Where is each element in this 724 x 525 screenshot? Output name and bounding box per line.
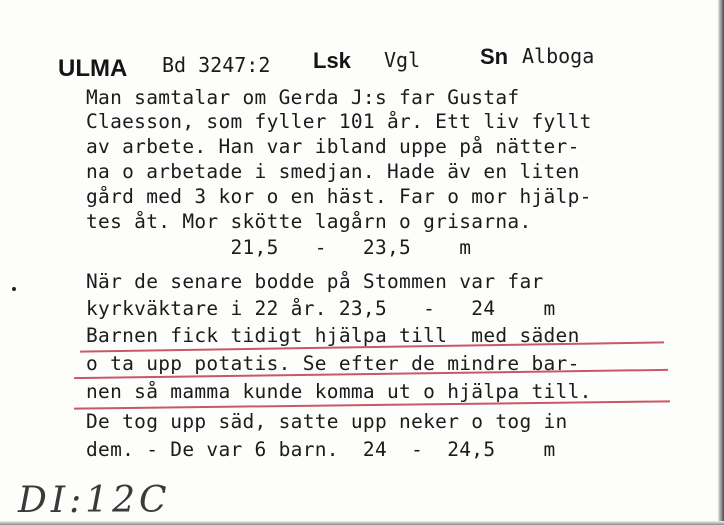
vgl-label: Vgl	[384, 48, 421, 72]
text-line-8: kyrkväktare i 22 år. 23,5 - 24 m	[86, 297, 556, 320]
text-line-10: o ta upp potatis. Se efter de mindre bar-	[86, 352, 580, 375]
text-line-1: Man samtalar om Gerda J:s far Gustaf	[86, 86, 520, 109]
card-edge-bottom	[0, 521, 724, 525]
text-line-6: tes åt. Mor skötte lagårn o grisarna.	[86, 210, 532, 233]
ink-dot	[12, 287, 16, 291]
lsk-label: Lsk	[313, 48, 351, 73]
measurement-line-1: 21,5 - 23,5 m	[86, 236, 472, 259]
parish-name: Alboga	[522, 44, 595, 68]
text-line-2: Claesson, som fyller 101 år. Ett liv fyllt	[86, 110, 592, 133]
text-line-5: gård med 3 kor o en häst. Far o mor hjälp-	[86, 185, 592, 208]
text-line-3: av arbete. Han var ibland uppe på nätter-	[86, 135, 580, 158]
text-line-4: na o arbetade i smedjan. Hade äv en liten	[86, 160, 580, 183]
handwritten-mark: DI:12C	[18, 480, 171, 521]
card-edge-right	[718, 0, 724, 525]
text-line-12: De tog upp säd, satte upp neker o tog in	[86, 410, 568, 433]
text-line-11: nen så mamma kunde komma ut o hjälpa till.	[86, 380, 592, 403]
text-line-9: Barnen fick tidigt hjälpa till med säden	[86, 324, 580, 347]
volume-number: Bd 3247:2	[162, 53, 271, 77]
text-line-13: dem. - De var 6 barn. 24 - 24,5 m	[86, 438, 556, 461]
text-line-7: När de senare bodde på Stommen var far	[86, 270, 544, 293]
sn-label: Sn	[480, 44, 509, 69]
archive-code: ULMA	[58, 55, 128, 82]
